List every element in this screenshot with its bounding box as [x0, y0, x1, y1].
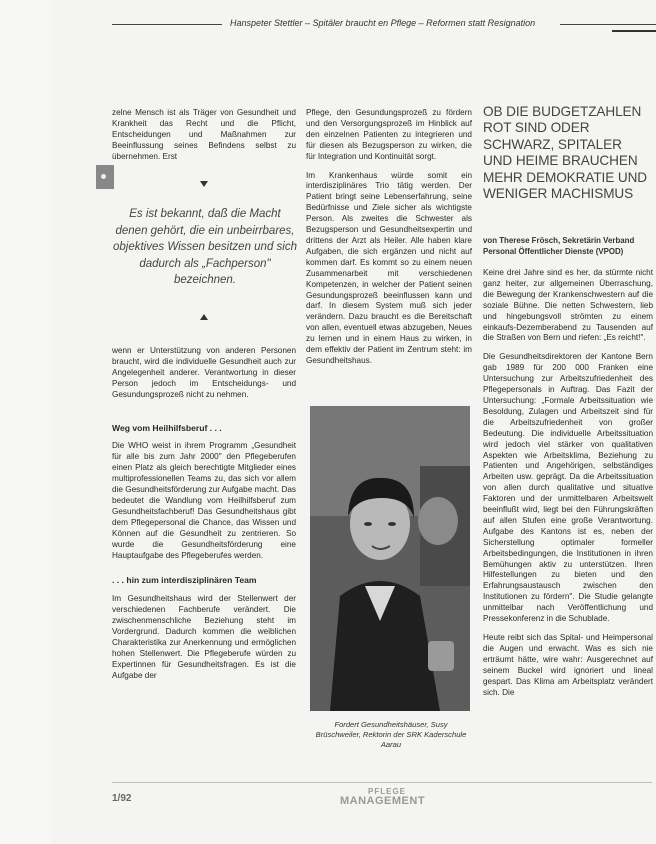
header-accent [612, 30, 656, 32]
logo-top-text: PFLEGE [368, 787, 407, 796]
paragraph: Im Gesundheitshaus wird der Stellenwert der verschiedenen Fachberufe verändert. Die zwischenmenschliche Beziehung steht im Vordergrund. Dadurch kommen die weiblichen Charakteristika zur Anerkennung und ermöglichen hohen Stellenwert. Die Pflegeberufe würden zu Expertinnen für Gesundheitsfragen. Es ist die Aufgabe der [112, 594, 296, 680]
paragraph: Heute reibt sich das Spital- und Heimpersonal die Augen und erwacht. Was es sich nie erträumt hätte, wire wahr: Ausgerechnet auf seinem Buckel wird ignoriert und lineal gespart. Das Klima am Arbeitsplatz verändert sich. Die [483, 633, 653, 697]
left-column-bottom [112, 346, 296, 690]
paragraph: zelne Mensch ist als Träger von Gesundheit und Krankheit das Recht und die Pflicht, Entscheidungen und Maßnahmen zur Beeinflussung seines Befindens selbst zu übernehmen. Erst [112, 108, 296, 161]
pull-quote [112, 178, 298, 318]
footer-rule [112, 782, 652, 783]
middle-column [306, 108, 472, 375]
header-rule-right [560, 24, 656, 25]
photo-caption: Fordert Gesundheitshäuser, Susy Brüschweiler, Rektorin der SRK Kaderschule Aarau [315, 720, 467, 749]
paragraph: wenn er Unterstützung von anderen Personen braucht, wird die individuelle Gesundheit auch zur Angelegenheit anderer. Verantwortung in dieser Person jedoch im Entscheidungs- und Gesundungsprozeß nicht zu nehmen. [112, 346, 296, 399]
magazine-logo [340, 787, 436, 809]
left-column-top [112, 108, 296, 171]
portrait-illustration [310, 406, 470, 711]
paragraph: Keine drei Jahre sind es her, da stürmte nicht ganz heiter, zur allgemeinen Überraschung, die Bewegung der Krankenschwestern auf die soziale Bühne. Die netten Schwestern, lieb und hingebungsvoll strömten zu einem einkaufs-Dezemberabend zu Tausenden auf die Straßen von Bern und riefen: „Es reicht!". [483, 268, 653, 343]
quote-arrow-top-icon [200, 181, 208, 187]
page-gutter [0, 0, 52, 844]
running-title: Hanspeter Stettler – Spitäler braucht en Pflege – Reformen statt Resignation [230, 18, 536, 28]
pull-quote-text: Es ist bekannt, daß die Macht denen gehört, die ein unbeirrbares, objektives Wissen besitzen und sich dadurch als „Fachperson" bezeichnen. [113, 208, 297, 286]
subheading: Weg vom Heilhilfsberuf . . . [112, 422, 222, 433]
right-column [483, 268, 653, 706]
header-rule-left [112, 24, 222, 25]
logo-bottom-text: MANAGEMENT [340, 795, 426, 807]
page-number: 1/92 [112, 793, 132, 804]
paragraph: Die Gesundheitsdirektoren der Kantone Bern gab 1989 für 200 000 Franken eine Untersuchung zur Arbeitszufriedenheit des Pflegepersonals in Auftrag. Das Fazit der Untersuchung: „Formale Arbeitssituation wie Besoldung, Zulagen und Arbeitszeit sind für die Arbeitszufriedenheit von großer Bedeutung. Die individuelle Arbeitssituation wird jedoch viel stärker von qualitativen Aspekten wie Arbeitsklima, Beziehung zu Patienten und Angehörigen, selbständiges Arbeiten usw. geprägt. Da die Arbeitssituation von allen durch qualitative und situative Faktoren und der unmittelbaren Arbeitswelt beeinflußt wird, liegt bei den Führungskräften auf allen Stufen eine große Verantwortung. Aufgabe des Kantons ist es, neben der Sicherstellung optimaler formeller Arbeitsbedingungen, die Institutionen in ihren Bemühungen aktiv zu unterstützen. Ihren Hilfestellungen zu bieten und den Erfahrungsaustausch zwischen den Institutionen zu fördern". Die Studie gelangte unmittelbar nach Veröffentlichung und Pressekonferenz in die Schublade. [483, 352, 653, 624]
paragraph: Pflege, den Gesundungsprozeß zu fördern und den Versorgungsprozeß im Hinblick auf den einzelnen Patienten zu integrieren und für diesen als Bezugsperson zu wirken, die für Integration und Kontinuität sorgt. [306, 108, 472, 161]
quote-arrow-bottom-icon [200, 314, 208, 320]
portrait-photo [310, 406, 470, 711]
article-byline: von Therese Frösch, Sekretärin Verband Personal Öffentlicher Dienste (VPOD) [483, 236, 635, 256]
article-title: OB DIE BUDGETZAHLEN ROT SIND ODER SCHWARZ, SPITALER UND HEIME BRAUCHEN MEHR DEMOKRATIE UND WENIGER MACHISMUS [483, 104, 647, 202]
subheading: . . . hin zum interdisziplinären Team [112, 575, 257, 586]
paragraph: Die WHO weist in ihrem Programm „Gesundheit für alle bis zum Jahr 2000" den Pflegeberufen einen Platz als gleich berechtigte Mitglieder eines multiprofessionellen Teams zu, das sich vor allem die Gesundheitsförderung zur Aufgabe macht. Das bedeutet die Wandlung vom Heilhilfsberuf zum Gesundheitsfachberuf! Das Gesundheitshaus gibt dem Pflegepersonal die Chance, das Wissen und Können auf die Gesundheit zu zentrieren. So wurde die Gesundheitsförderung eine Hauptaufgabe des Pflegeberufes werden. [112, 441, 296, 560]
paragraph: Im Krankenhaus würde somit ein interdisziplinäres Trio tätig werden. Der Patient bringt seine Lebenserfahrung, seine Bedürfnisse und Ziele sicher als wichtigste Person. Als zweites die Schwester als Bezugsperson und Gesundheitsexpertin und drittens der Arzt als Heiler. Alle haben klare Aufgaben, die sich ergänzen und nicht auf kommen darf. Es kommt so zu einem neuen Zusammenarbeit mit verschiedenen Kompetenzen, in welcher der Patient seinen Gesundungsprozeß beeinflussen kann und darf. In diesem System muß sich jeder verändern. Dazu braucht es die Bereitschaft von allen, eventuell etwas abzugeben, Neues zu lernen und in einem Haus zu wirken, in dem effektiv der Patient im Zentrum steht: im Gesundheitshaus. [306, 170, 472, 365]
